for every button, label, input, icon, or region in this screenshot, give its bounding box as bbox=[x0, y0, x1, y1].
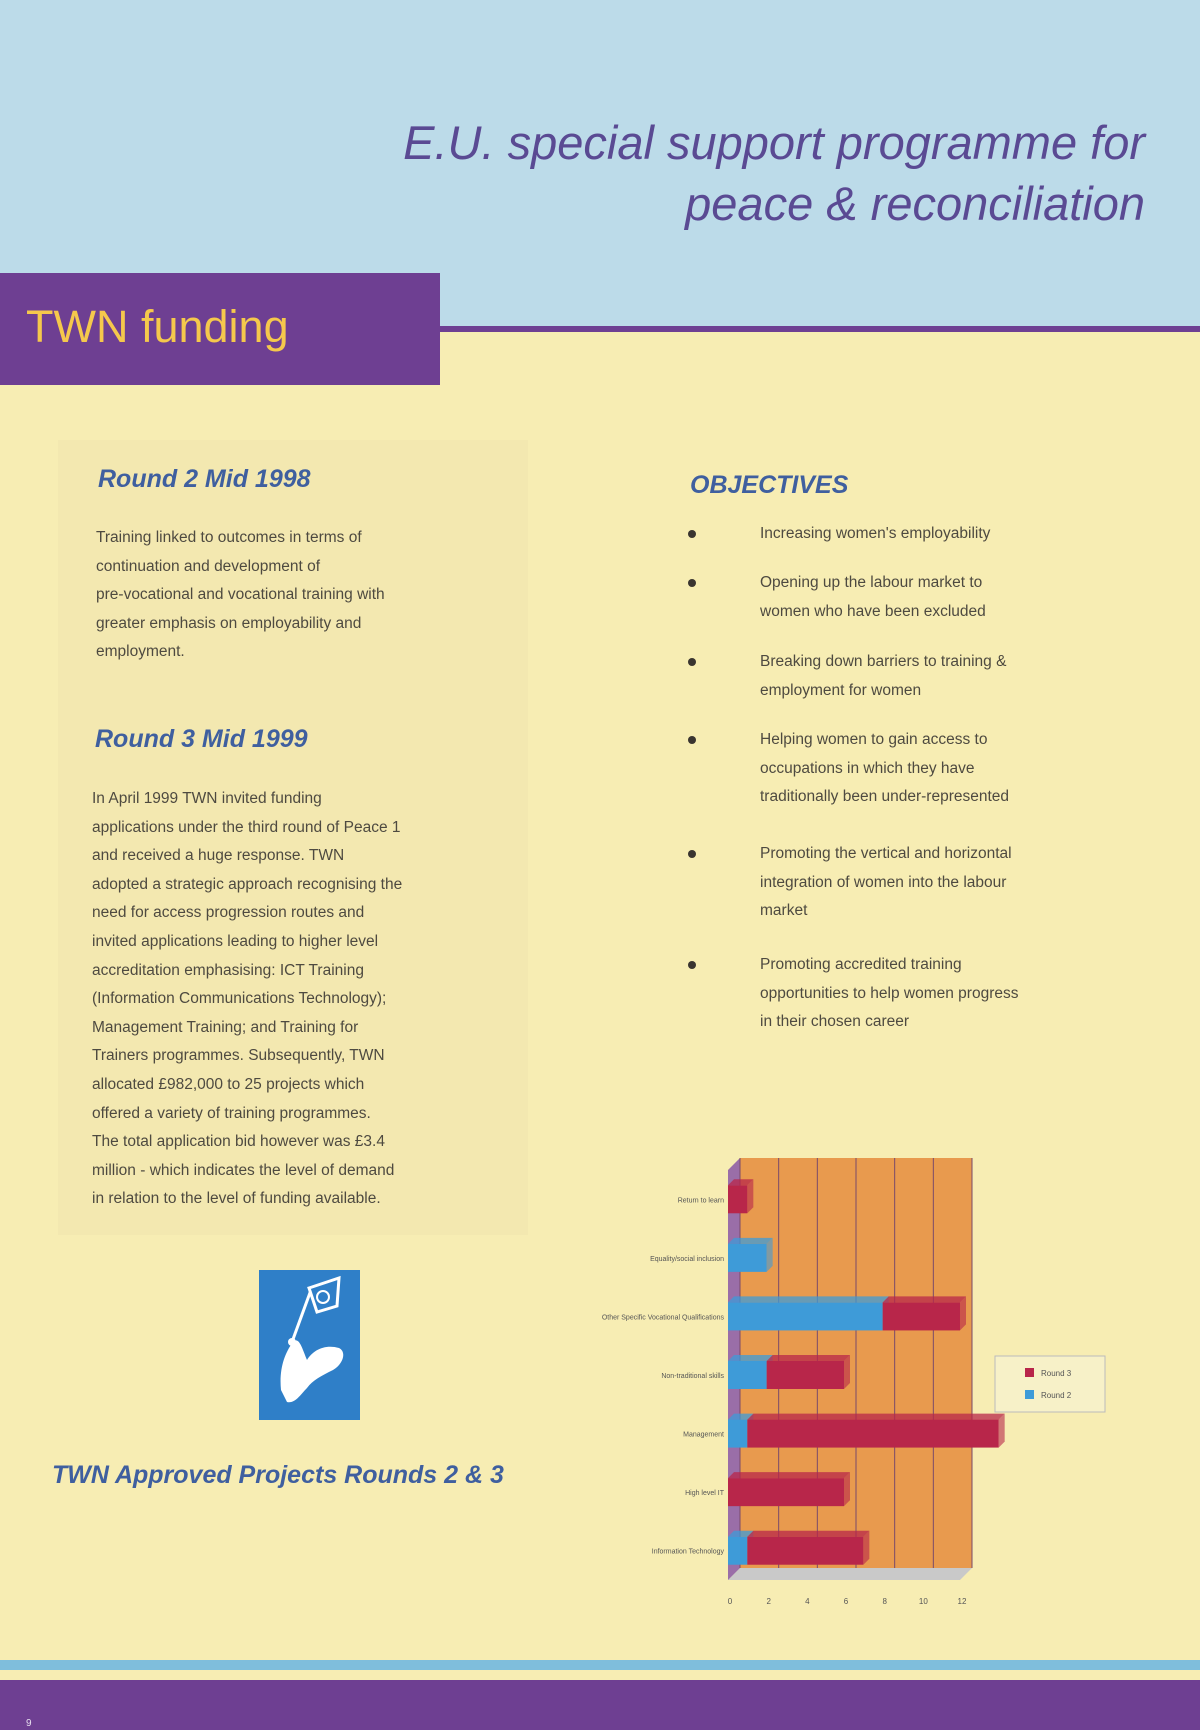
chart-bar-top bbox=[728, 1238, 773, 1244]
round3-body-line: In April 1999 TWN invited funding bbox=[92, 790, 322, 807]
section-tab-label: TWN funding bbox=[26, 301, 289, 352]
chart-tick-label: 6 bbox=[843, 1597, 849, 1606]
bullet-icon bbox=[688, 658, 696, 666]
objective-text bbox=[760, 648, 1100, 705]
chart-tick-label: 8 bbox=[882, 1597, 887, 1606]
objective-text-line: Helping women to gain access to bbox=[760, 731, 988, 748]
page-title-line1: E.U. special support programme for bbox=[403, 116, 1145, 169]
chart-bar-top bbox=[747, 1531, 869, 1537]
chart-tick-label: 12 bbox=[957, 1597, 967, 1606]
chart-bar bbox=[728, 1537, 747, 1565]
round3-body-line: Trainers programmes. Subsequently, TWN bbox=[92, 1047, 385, 1065]
round2-body-line: continuation and development of bbox=[96, 557, 321, 575]
footer-band bbox=[0, 1680, 1200, 1730]
chart-category-label: Non-traditional skills bbox=[661, 1373, 724, 1380]
chart-bar bbox=[728, 1420, 747, 1448]
chart-legend-label: Round 3 bbox=[1041, 1369, 1072, 1378]
round3-body-line: Management Training; and Training for bbox=[92, 1018, 359, 1036]
objective-text-line: women who have been excluded bbox=[760, 602, 986, 620]
bullet-icon bbox=[688, 850, 696, 858]
round2-body-line: employment. bbox=[96, 643, 185, 661]
round3-body-line: offered a variety of training programmes. bbox=[92, 1104, 371, 1122]
round3-body-line: need for access progression routes and bbox=[92, 904, 365, 922]
page-number: 9 bbox=[26, 1718, 32, 1729]
round3-body-line: million - which indicates the level of demand bbox=[92, 1161, 395, 1179]
approved-projects-chart bbox=[470, 1150, 1130, 1640]
round3-body-line: The total application bid however was £3.4 bbox=[92, 1133, 385, 1151]
chart-bar bbox=[767, 1361, 844, 1389]
chart-floor bbox=[728, 1568, 972, 1580]
objective-text-line: in their chosen career bbox=[760, 1013, 910, 1031]
dove-with-flag-icon bbox=[259, 1270, 360, 1420]
chart-tick-label: 2 bbox=[766, 1597, 771, 1606]
round2-body bbox=[96, 524, 536, 667]
chart-category-label: Equality/social inclusion bbox=[650, 1255, 724, 1263]
objective-text-line: traditionally been under-represented bbox=[760, 788, 1010, 806]
page-title bbox=[245, 112, 1145, 234]
chart-bar bbox=[747, 1537, 863, 1565]
page-title-line2: peace & reconciliation bbox=[685, 177, 1145, 230]
chart-tick-label: 4 bbox=[805, 1597, 810, 1606]
round3-body-line: adopted a strategic approach recognising the bbox=[92, 875, 403, 893]
chart-bar-top bbox=[728, 1472, 850, 1478]
chart-legend bbox=[995, 1356, 1105, 1412]
chart-bar-top bbox=[883, 1296, 966, 1302]
objective-text bbox=[760, 840, 1100, 926]
objective-text-line: market bbox=[760, 902, 808, 920]
round3-body-line: in relation to the level of funding available. bbox=[92, 1190, 381, 1208]
round3-body-line: applications under the third round of Peace 1 bbox=[92, 818, 401, 836]
chart-bar bbox=[728, 1244, 767, 1272]
chart-caption: TWN Approved Projects Rounds 2 & 3 bbox=[52, 1461, 504, 1489]
chart-bar-top bbox=[747, 1414, 1004, 1420]
header-divider bbox=[430, 326, 1200, 332]
chart-category-label: Other Specific Vocational Qualifications bbox=[601, 1314, 724, 1322]
chart-legend-label: Round 2 bbox=[1041, 1391, 1072, 1400]
chart-legend-swatch bbox=[1025, 1368, 1034, 1377]
chart-legend-swatch bbox=[1025, 1390, 1034, 1399]
objective-text-line: Promoting the vertical and horizontal bbox=[760, 845, 1012, 862]
bullet-icon bbox=[688, 736, 696, 744]
bullet-icon bbox=[688, 961, 696, 969]
objective-text bbox=[760, 520, 1100, 549]
objective-text-line: Promoting accredited training bbox=[760, 956, 962, 973]
objective-text-line: Increasing women's employability bbox=[760, 525, 991, 542]
round3-body-line: invited applications leading to higher level bbox=[92, 932, 379, 950]
round3-body-line: allocated £982,000 to 25 projects which bbox=[92, 1075, 365, 1093]
round2-body-line: Training linked to outcomes in terms of bbox=[96, 529, 362, 546]
objective-text-line: occupations in which they have bbox=[760, 759, 975, 777]
round2-heading: Round 2 Mid 1998 bbox=[98, 465, 311, 493]
chart-bar-top bbox=[728, 1355, 773, 1361]
round3-heading: Round 3 Mid 1999 bbox=[95, 725, 308, 753]
objective-text-line: opportunities to help women progress bbox=[760, 984, 1019, 1002]
chart-category-label: Information Technology bbox=[651, 1548, 724, 1556]
chart-bar-side bbox=[844, 1355, 850, 1389]
chart-bar-top bbox=[728, 1296, 889, 1302]
bullet-icon bbox=[688, 579, 696, 587]
chart-bar bbox=[883, 1302, 960, 1330]
chart-category-label: Return to learn bbox=[677, 1197, 724, 1205]
round3-body-line: and received a huge response. TWN bbox=[92, 847, 345, 865]
round3-body-line: (Information Communications Technology); bbox=[92, 990, 387, 1008]
objective-text-line: employment for women bbox=[760, 681, 922, 699]
objective-text bbox=[760, 726, 1100, 812]
round3-body bbox=[92, 785, 532, 1214]
chart-bar-top bbox=[767, 1355, 850, 1361]
objectives-heading: OBJECTIVES bbox=[690, 471, 849, 499]
chart-bar bbox=[728, 1302, 883, 1330]
chart-category-label: High level IT bbox=[685, 1490, 724, 1498]
bullet-icon bbox=[688, 530, 696, 538]
objective-text-line: Breaking down barriers to training & bbox=[760, 653, 1007, 670]
objective-text bbox=[760, 951, 1100, 1037]
chart-bar bbox=[747, 1420, 998, 1448]
chart-bar bbox=[728, 1478, 844, 1506]
chart-bar bbox=[728, 1185, 747, 1213]
objective-text-line: Opening up the labour market to bbox=[760, 574, 983, 591]
round2-body-line: pre-vocational and vocational training with bbox=[96, 586, 385, 604]
round3-body-line: accreditation emphasising: ICT Training bbox=[92, 961, 364, 979]
chart-tick-label: 0 bbox=[727, 1597, 733, 1606]
objective-text bbox=[760, 569, 1100, 626]
section-tab bbox=[0, 273, 440, 385]
round2-body-line: greater emphasis on employability and bbox=[96, 614, 362, 632]
twn-logo bbox=[259, 1270, 360, 1420]
footer-rule-light bbox=[0, 1660, 1200, 1670]
chart-tick-label: 10 bbox=[918, 1597, 928, 1606]
chart-category-label: Management bbox=[683, 1431, 724, 1439]
chart-bar bbox=[728, 1361, 767, 1389]
objective-text-line: integration of women into the labour bbox=[760, 873, 1007, 891]
